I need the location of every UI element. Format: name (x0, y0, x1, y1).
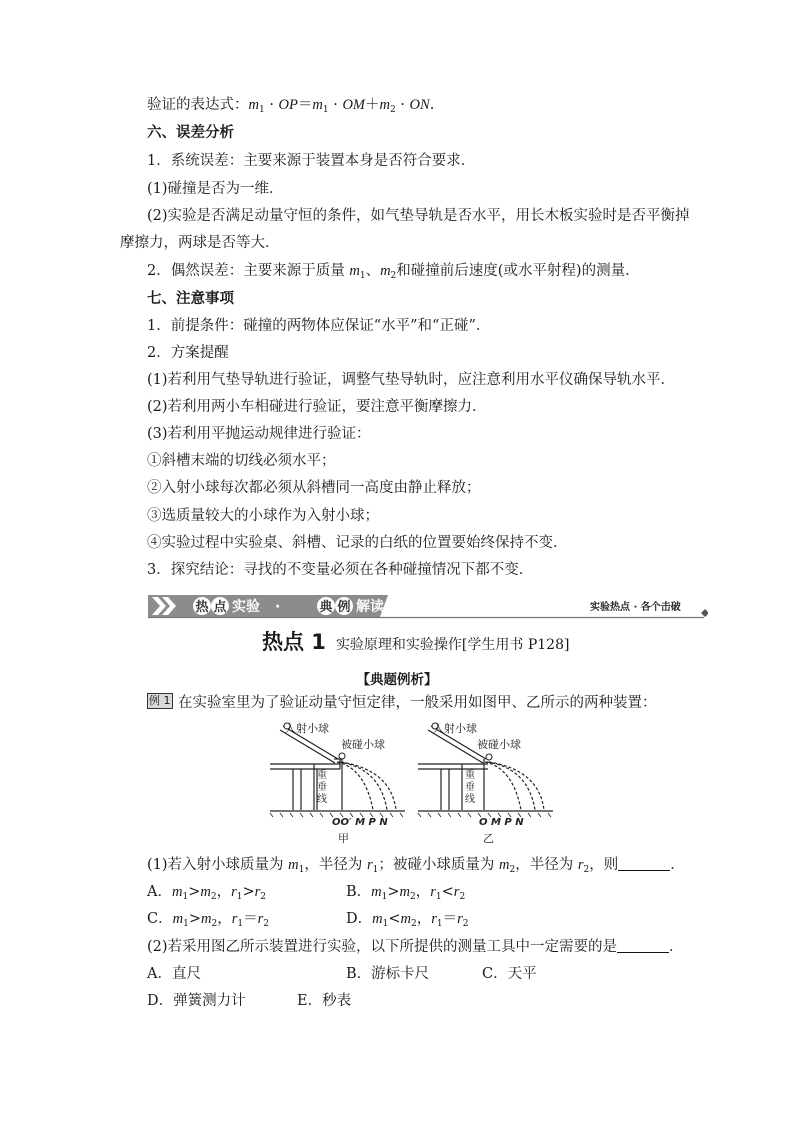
answer-blank[interactable] (617, 938, 669, 953)
banner-char: 热 (195, 600, 209, 615)
example-tag: 例 1 (149, 694, 171, 707)
example-section-label: 【典题例析】 (356, 672, 438, 688)
list-item: ②入射小球每次都必须从斜槽同一高度由静止释放； (147, 480, 481, 496)
apparatus-figure (265, 718, 555, 848)
hotspot-title: 热点 1 实验原理和实验操作[学生用书 P128] (262, 630, 570, 654)
banner-dot: · (275, 599, 281, 615)
plumb-label: 线 (465, 794, 475, 805)
diamond-icon (701, 609, 708, 617)
plumb-label: 垂 (317, 782, 327, 793)
option-e[interactable]: E．秒表 (297, 993, 352, 1009)
figure-label-jia: 甲 (338, 832, 349, 845)
paragraph: 3．探究结论：寻找的不变量必须在各种碰撞情况下都不变． (147, 562, 534, 578)
option-c[interactable]: C．$m_1>m_2$，$r_1=r_2$ (147, 911, 269, 929)
paragraph: (2)若利用两小车相碰进行验证，要注意平衡摩擦力． (147, 399, 487, 415)
banner-right-text: 实验热点 · 各个击破 (590, 602, 681, 613)
section-banner (148, 593, 708, 619)
banner-char: 例 (337, 600, 351, 615)
option-a[interactable]: A．直尺 (147, 966, 201, 982)
list-item: ④实验过程中实验桌、斜槽、记录的白纸的位置要始终保持不变． (147, 535, 568, 551)
paragraph: (3)若利用平抛运动规律进行验证： (147, 426, 371, 442)
formula-label: 验证的表达式： (147, 97, 249, 113)
option-c[interactable]: C．天平 (482, 966, 537, 982)
paragraph: 1．系统误差：主要来源于装置本身是否符合要求． (147, 153, 476, 169)
banner-char: 典 (319, 600, 333, 615)
target-ball-label: 被碰小球 (341, 738, 385, 751)
option-b[interactable]: B．$m_1>m_2$，$r_1<r_2$ (346, 884, 466, 902)
option-a[interactable]: A．$m_1>m_2$，$r_1>r_2$ (147, 884, 267, 902)
plumb-label: 重 (465, 770, 475, 781)
point-labels: OO′ M P N (332, 817, 388, 828)
paragraph: (2)实验是否满足动量守恒的条件，如气垫导轨是否水平，用长木板实验时是否平衡掉 (147, 208, 690, 224)
example-stem: 在实验室里为了验证动量守恒定律，一般采用如图甲、乙所示的两种装置： (178, 695, 657, 711)
incident-ball-label: 入射小球 (433, 722, 477, 735)
point-labels: O M P N (479, 817, 524, 828)
option-d[interactable]: D．$m_1<m_2$，$r_1=r_2$ (346, 911, 469, 929)
option-b[interactable]: B．游标卡尺 (346, 966, 430, 982)
plumb-label: 重 (317, 770, 327, 781)
paragraph: (1)若利用气垫导轨进行验证，调整气垫导轨时，应注意利用水平仪确保导轨水平． (147, 372, 676, 388)
figure-label-yi: 乙 (483, 832, 494, 845)
list-item: ③选质量较大的小球作为入射小球； (147, 508, 379, 524)
banner-text: 实验 (232, 599, 260, 615)
answer-blank[interactable] (618, 856, 670, 871)
paragraph: 摩擦力，两球是否等大． (120, 235, 280, 251)
plumb-label: 线 (317, 794, 327, 805)
question-1-stem: (1)若入射小球质量为 $m_1$，半径为 $r_1$；被碰小球质量为 $m_2$，半径为 $r_2$，则 ． (147, 857, 685, 875)
plumb-label: 垂 (465, 782, 475, 793)
paragraph: 2．偶然误差：主要来源于质量 $m_1$、$m_2$和碰撞前后速度(或水平射程)的测量． (147, 263, 640, 281)
paragraph: 1．前提条件：碰撞的两物体应保证“水平”和“正碰”． (147, 318, 491, 334)
banner-text: 解读 (356, 599, 384, 615)
target-ball-label: 被碰小球 (477, 738, 521, 751)
paragraph: (1)碰撞是否为一维． (147, 181, 284, 197)
list-item: ①斜槽末端的切线必须水平； (147, 453, 336, 469)
incident-ball-label: 入射小球 (285, 722, 329, 735)
formula-line: 验证的表达式：$m_1 \cdot OP=m_1 \cdot OM+m_2$ · ON. (147, 97, 435, 115)
option-d[interactable]: D．弹簧测力计 (147, 993, 246, 1009)
banner-char: 点 (213, 600, 227, 615)
paragraph: 2．方案提醒 (147, 345, 229, 361)
section-heading-6: 六、误差分析 (147, 124, 234, 141)
section-heading-7: 七、注意事项 (147, 290, 234, 307)
question-2-stem: (2)若采用图乙所示装置进行实验，以下所提供的测量工具中一定需要的是 ． (147, 939, 684, 955)
